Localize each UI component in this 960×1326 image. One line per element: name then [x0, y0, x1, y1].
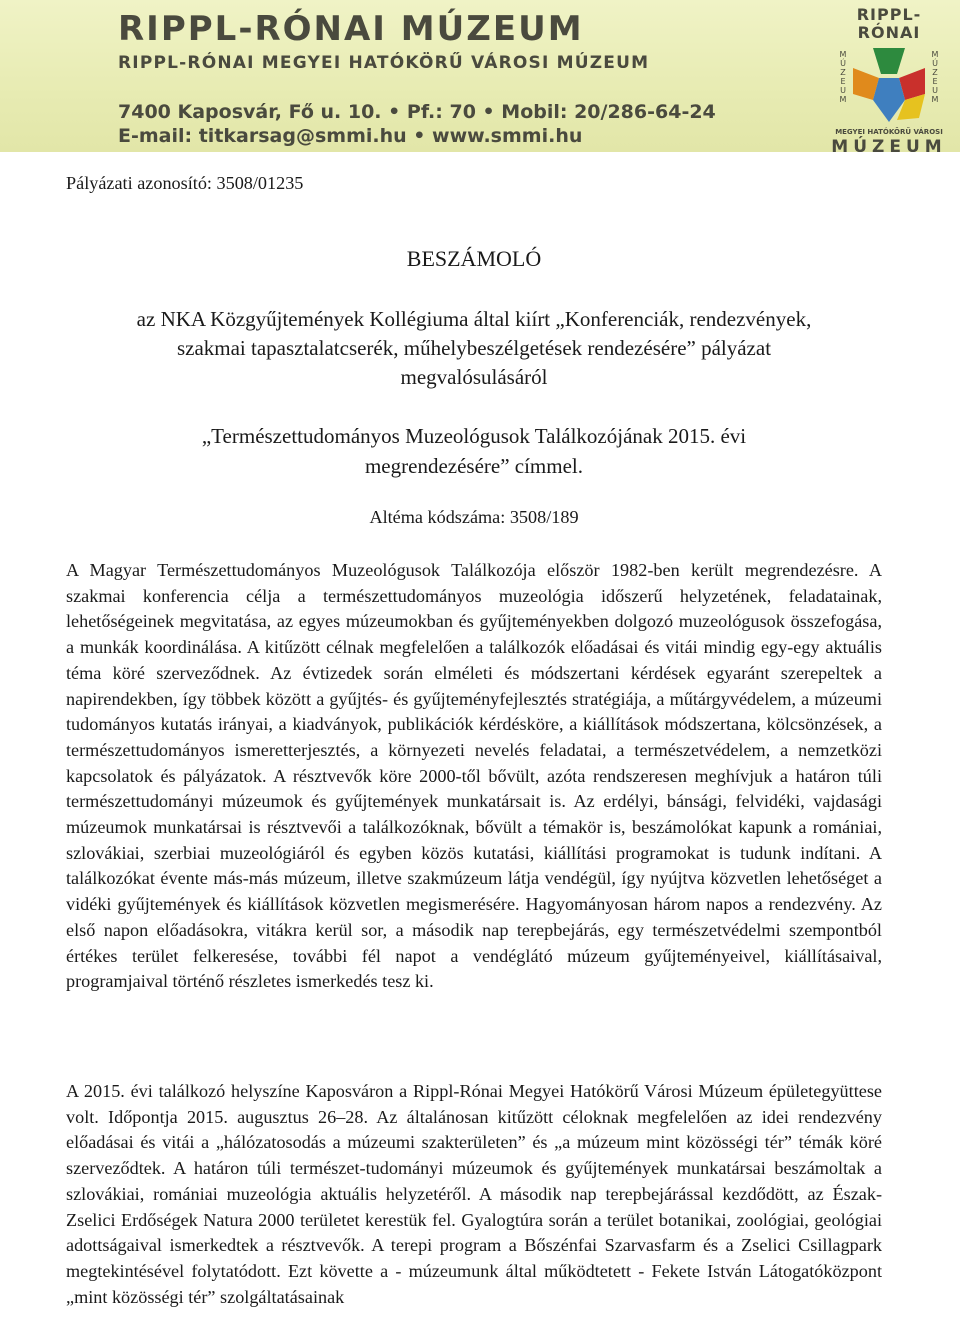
- museum-logo: [826, 5, 952, 152]
- letterhead: [0, 0, 960, 152]
- application-id: Pályázati azonosító: 3508/01235: [66, 173, 304, 193]
- intro-line: az NKA Közgyűjtemények Kollégiuma által kiírt „Konferenciák, rendezvények,: [136, 307, 812, 331]
- theme-line: megrendezésére” címmel.: [364, 454, 584, 478]
- museum-full-name: RIPPL-RÓNAI MEGYEI HATÓKÖRŰ VÁROSI MÚZEUM: [118, 53, 650, 73]
- letterhead-text: [118, 8, 818, 148]
- paragraph-2015-event: A 2015. évi találkozó helyszíne Kaposváron a Rippl-Rónai Megyei Hatókörű Városi Múzeum épületegyüttese volt. Időpontja 2015. augusztus 26–28. Az általánosan kitűzött céloknak megfelelően az idei rendezvény előadásai és vitái a „hálózatosodás a múzeumi szakterületen” és „a múzeum mint közösségi tér” témák köré szerveződtek. A határon túli természet-tudományi múzeumok és gyűjtemények munkatársai beszámoltak a szlovákiai, romániai muzeológia aktuális helyzetéről. A második nap terepbejárással kezdődött, az Észak-Zselici Erdőségek Natura 2000 területet kerestük fel. Gyalogtúra során a terület botanikai, zoológiai, geológiai adottságaival ismerkedtek a résztvevők. A terepi program a Bőszénfai Szarvasfarm és a Zselici Csillagpark megtekintésével folytatódott. Ezt követte a - múzeumunk által működtetett - Fekete István Látogatóközpont „mint közösségi tér” szolgáltatásainak: [66, 1081, 882, 1307]
- museum-address: 7400 Kaposvár, Fő u. 10. • Pf.: 70 • Mobil: 20/286-64-24: [118, 101, 716, 123]
- intro-block: [66, 305, 882, 392]
- paragraph-history: A Magyar Természettudományos Muzeológusok Találkozója először 1982-ben került megrendezésre. A szakmai konferencia célja a természettudományos muzeológia időszerű helyzetének, feladatainak, lehetőségeinek megvitatása, az egyes múzeumokban és gyűjteményekben dolgozó muzeológusok összefogása, a munkák koordinálása. A kitűzött célnak megfelelően a találkozók előadásai és vitái mindig egy-egy aktuális téma köré szerveződnek. Az évtizedek során elméleti és módszertani kérdések egyaránt szerepeltek a napirendekben, így többek között a gyűjtés- és gyűjteményfejlesztés stratégiája, a műtárgyvédelem, a múzeumi tudományos kutatás irányai, a kiadványok, publikációk kérdésköre, a kiállítások módszertana, kölcsönzések, a természettudományos ismeretterjesztés, a környezeti nevelés feladatai, a természetvédelem, a nemzetközi kapcsolatok és pályázatok. A résztvevők köre 2000-től bővült, azóta rendszeresen meghívjuk a határon túli természettudományi múzeumok és gyűjtemények munkatársait is. Az erdélyi, bánsági, felvidéki, vajdasági múzeumok munkatársai is résztvevői a találkozóknak, bővült a témakör is, beszámolókat kapunk a romániai, szlovákiai, szerbiai muzeológiáról és egyben közös kutatási, kiállítási programokat is tudunk indítani. A találkozókat évente más-más múzeum, illetve szakmúzeum látja vendégül, így nyújtva közvetlen lehetőséget a vidéki gyűjtemények és kiállítások közvetlen megismerésére. Hagyományosan három napos a rendezvény. Az első napon előadásokra, vitákra kerül sor, a második nap terepbejárás, egy természetvédelmi szempontból értékes terület felkeresése, további fél napot a vendéglátó múzeum gyűjteményeivel, kiállításaival, programjaival történő részletes ismerkedés tesz ki.: [66, 560, 882, 992]
- theme-line: „Természettudományos Muzeológusok Találkozójának 2015. évi: [201, 424, 747, 448]
- museum-contact: E-mail: titkarsag@smmi.hu • www.smmi.hu: [118, 125, 583, 147]
- logo-side-text-left: MÚZEUM: [839, 50, 847, 104]
- museum-name: RIPPL-RÓNAI MÚZEUM: [118, 9, 584, 49]
- intro-line: szakmai tapasztalatcserék, műhelybeszélgetések rendezésére” pályázat: [176, 336, 772, 360]
- logo-side-text-right: MÚZEUM: [931, 50, 939, 104]
- intro-line: megvalósulásáról: [400, 365, 548, 389]
- logo-top-text: RIPPL-RÓNAI: [856, 5, 922, 42]
- logo-small-text: MEGYEI HATÓKÖRŰ VÁROSI: [835, 128, 943, 136]
- logo-mark: [839, 44, 939, 126]
- logo-emblem-icon: [839, 44, 939, 126]
- theme-block: [66, 421, 882, 481]
- subtheme-code: Altéma kódszáma: 3508/189: [369, 507, 579, 527]
- document-title: BESZÁMOLÓ: [406, 246, 542, 271]
- logo-bottom-text: MÚZEUM: [831, 137, 947, 152]
